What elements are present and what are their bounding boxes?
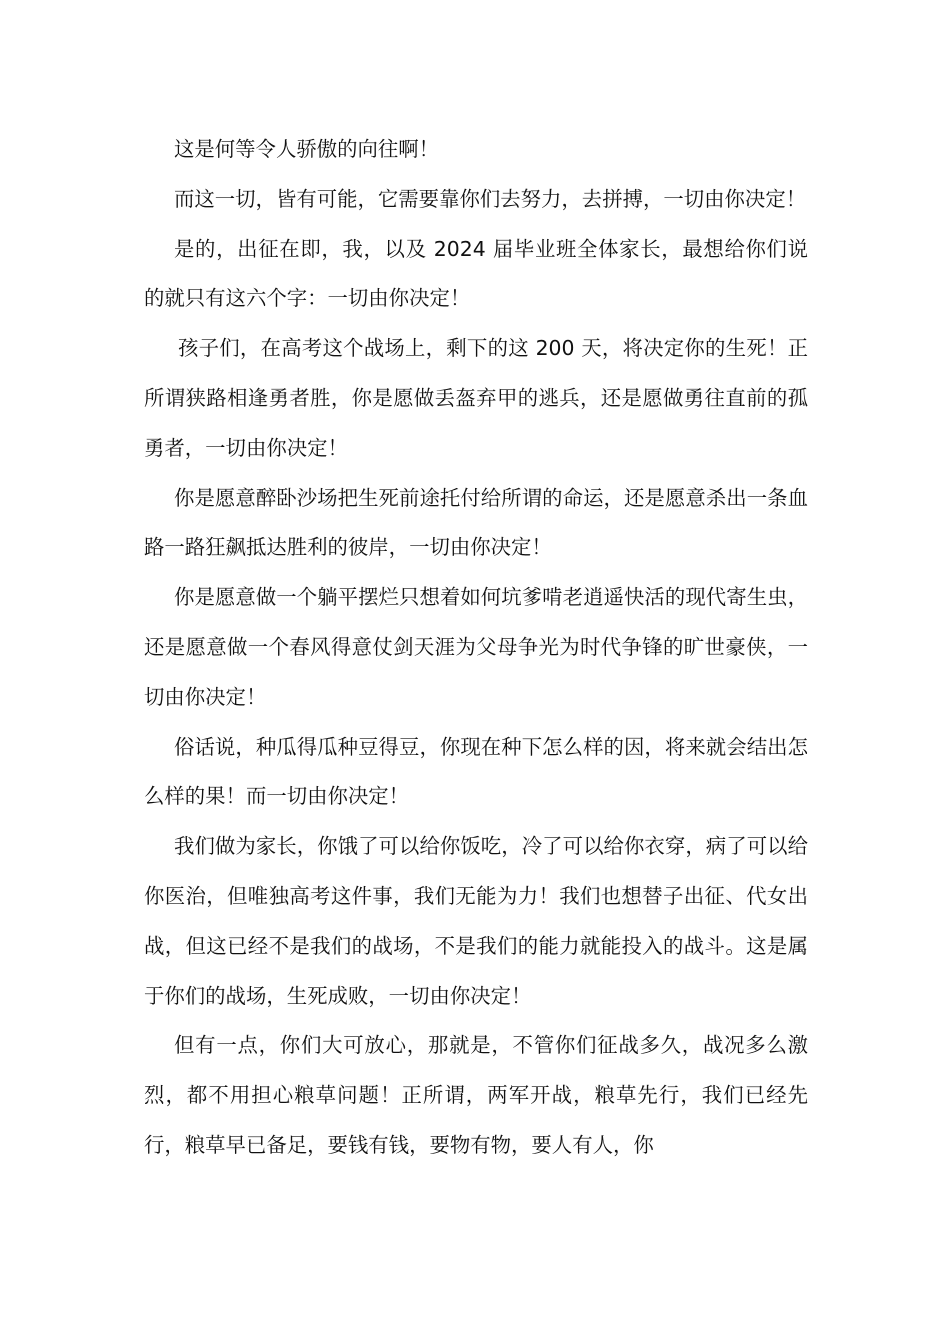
paragraph: 你是愿意醉卧沙场把生死前途托付给所谓的命运，还是愿意杀出一条血路一路狂飙抵达胜利的彼岸，一切由你决定！ xyxy=(144,485,808,560)
paragraph: 而这一切，皆有可能，它需要靠你们去努力，去拼搏，一切由你决定！ xyxy=(174,186,807,211)
paragraph: 孩子们，在高考这个战场上，剩下的这 200 天，将决定你的生死！正所谓狭路相逢勇者胜，你是愿做丢盔弃甲的逃兵，还是愿做勇往直前的孤勇者，一切由你决定！ xyxy=(144,336,808,460)
paragraph: 但有一点，你们大可放心，那就是，不管你们征战多久，战况多么激烈，都不用担心粮草问题！正所谓，两军开战，粮草先行，我们已经先行，粮草早已备足，要钱有钱，要物有物，要人有人，你 xyxy=(144,1033,808,1157)
paragraph: 你是愿意做一个躺平摆烂只想着如何坑爹啃老逍遥快活的现代寄生虫，还是愿意做一个春风得意仗剑天涯为父母争光为时代争锋的旷世豪侠，一切由你决定！ xyxy=(144,585,808,709)
paragraph: 我们做为家长，你饿了可以给你饭吃，冷了可以给你衣穿，病了可以给你医治，但唯独高考这件事，我们无能为力！我们也想替子出征、代女出战，但这已经不是我们的战场，不是我们的能力就能投入的战斗。这是属于你们的战场，生死成败，一切由你决定！ xyxy=(144,834,808,1008)
paragraph: 这是何等令人骄傲的向往啊！ xyxy=(174,137,440,161)
paragraph: 是的，出征在即，我，以及 2024 届毕业班全体家长，最想给你们说的就只有这六个字：一切由你决定！ xyxy=(144,236,808,311)
document-body xyxy=(144,125,808,1171)
paragraph: 俗话说，种瓜得瓜种豆得豆，你现在种下怎么样的因，将来就会结出怎么样的果！而一切由你决定！ xyxy=(144,734,808,809)
